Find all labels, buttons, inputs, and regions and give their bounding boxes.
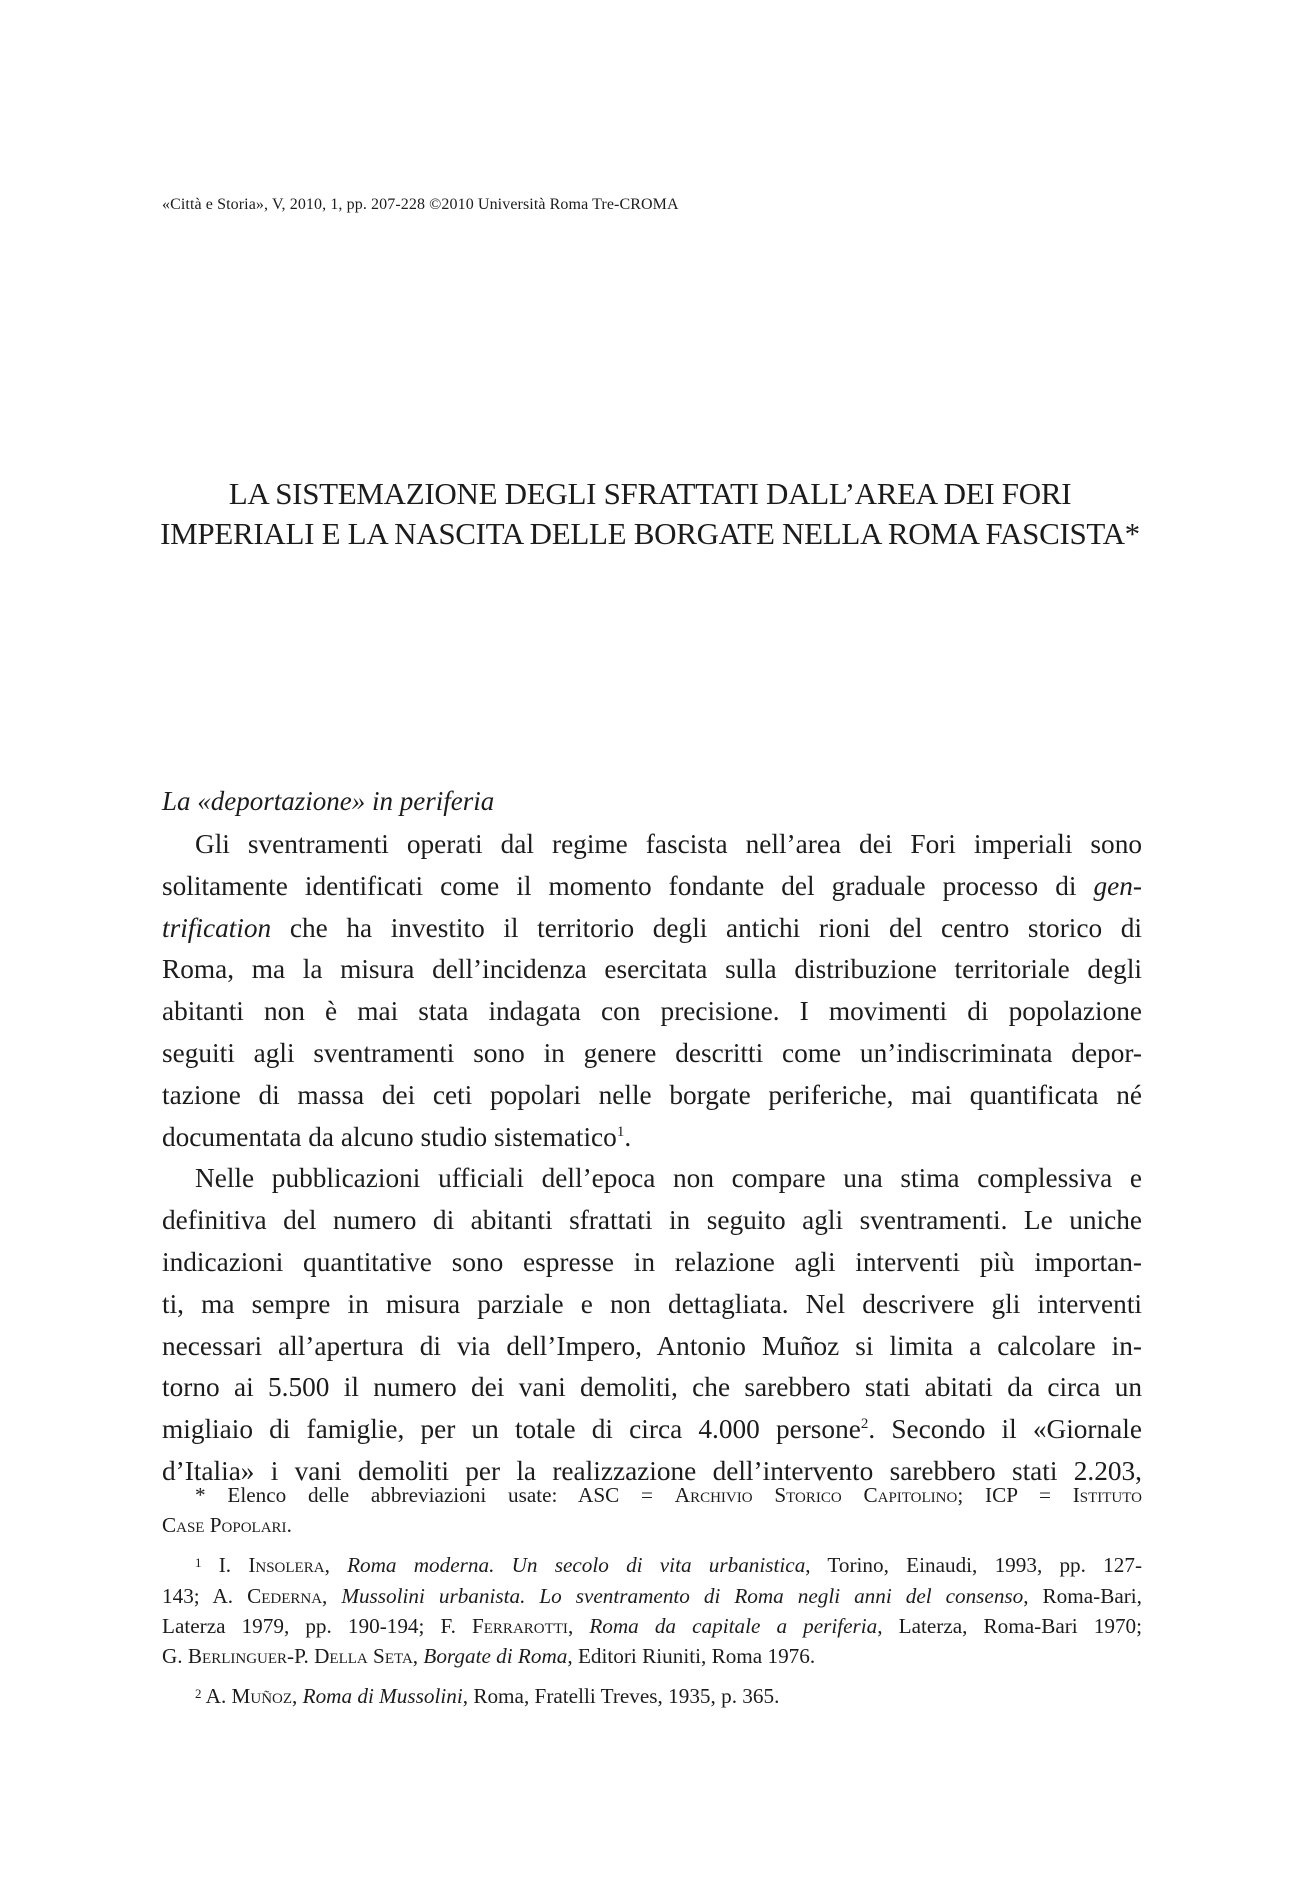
footnote-ref: 1 xyxy=(616,1123,625,1140)
body-line: seguiti agli sventramenti sono in genere descritti come un’indiscriminata depor- xyxy=(162,1037,1142,1068)
body-line: d’Italia» i vani demoliti per la realizzazione dell’intervento sarebbero stati 2.203, xyxy=(162,1455,1142,1486)
title-line-1: LA SISTEMAZIONE DEGLI SFRATTATI DALL’AREA DEI FORI xyxy=(228,476,1072,511)
footnote-abbreviations: * Elenco delle abbreviazioni usate: ASC = Archivio Storico Capitolino; ICP = Istituto Case Popolari. xyxy=(162,1483,1142,1538)
body-line: solitamente identificati come il momento fondante del graduale processo di gen- xyxy=(162,870,1142,901)
body-line: indicazioni quantitative sono espresse in relazione agli interventi più importan- xyxy=(162,1246,1142,1277)
section-heading: La «deportazione» in periferia xyxy=(162,786,495,816)
body-line: Gli sventramenti operati dal regime fascista nell’area dei Fori imperiali sono xyxy=(195,829,1142,859)
body-line: definitiva del numero di abitanti sfrattati in seguito agli sventramenti. Le uniche xyxy=(162,1205,1142,1236)
footnote-2: $^2$ A. Muñoz, Roma di Mussolini, Roma, Fratelli Treves, 1935, p. 365. xyxy=(195,1684,780,1709)
article-title xyxy=(100,474,1200,554)
journal-citation: «Città e Storia», V, 2010, 1, pp. 207-228 ©2010 Università Roma Tre-CROMA xyxy=(162,196,679,213)
body-line: ti, ma sempre in misura parziale e non dettagliata. Nel descrivere gli interventi xyxy=(162,1288,1142,1319)
footnotes xyxy=(162,1480,1142,1721)
body-line: necessari all’apertura di via dell’Impero, Antonio Muñoz si limita a calcolare in- xyxy=(162,1330,1142,1361)
body-line: torno ai 5.500 il numero dei vani demoliti, che sarebbero stati abitati da circa un xyxy=(162,1372,1142,1403)
body-line: Roma, ma la misura dell’incidenza esercitata sulla distribuzione territoriale degli xyxy=(162,954,1142,985)
body-line: migliaio di famiglie, per un totale di circa 4.000 persone$^2$. Secondo il «Giornale xyxy=(162,1414,1142,1445)
body-line: Nelle pubblicazioni ufficiali dell’epoca non compare una stima complessiva e xyxy=(195,1163,1142,1194)
title-line-2: IMPERIALI E LA NASCITA DELLE BORGATE NELLA ROMA FASCISTA* xyxy=(160,516,1140,551)
body-text xyxy=(162,824,1142,1493)
body-line: trification che ha investito il territorio degli antichi rioni del centro storico di xyxy=(162,912,1142,943)
footnote-1: $^1$ I. Insolera, Roma moderna. Un secolo di vita urbanistica, Torino, Einaudi, 1993, pp. 127- 143; A. Cederna, Mussolini urbanista. Lo sventramento di Roma negli anni del consenso, Roma-Bari, Laterza 1979, pp. 190-194; F. Ferrarotti, Roma da capitale a periferia, Laterza, Roma-Bari 1970; G. Berlinguer-P. Della Seta, Borgate di Roma, Editori Riuniti, Roma 1976. xyxy=(162,1553,1143,1669)
body-line: abitanti non è mai stata indagata con precisione. I movimenti di popolazione xyxy=(162,996,1142,1027)
body-line: tazione di massa dei ceti popolari nelle borgate periferiche, mai quantificata né xyxy=(162,1079,1142,1110)
footnote-ref: 2 xyxy=(860,1416,869,1433)
body-line: documentata da alcuno studio sistematico$^1$. xyxy=(162,1121,632,1152)
